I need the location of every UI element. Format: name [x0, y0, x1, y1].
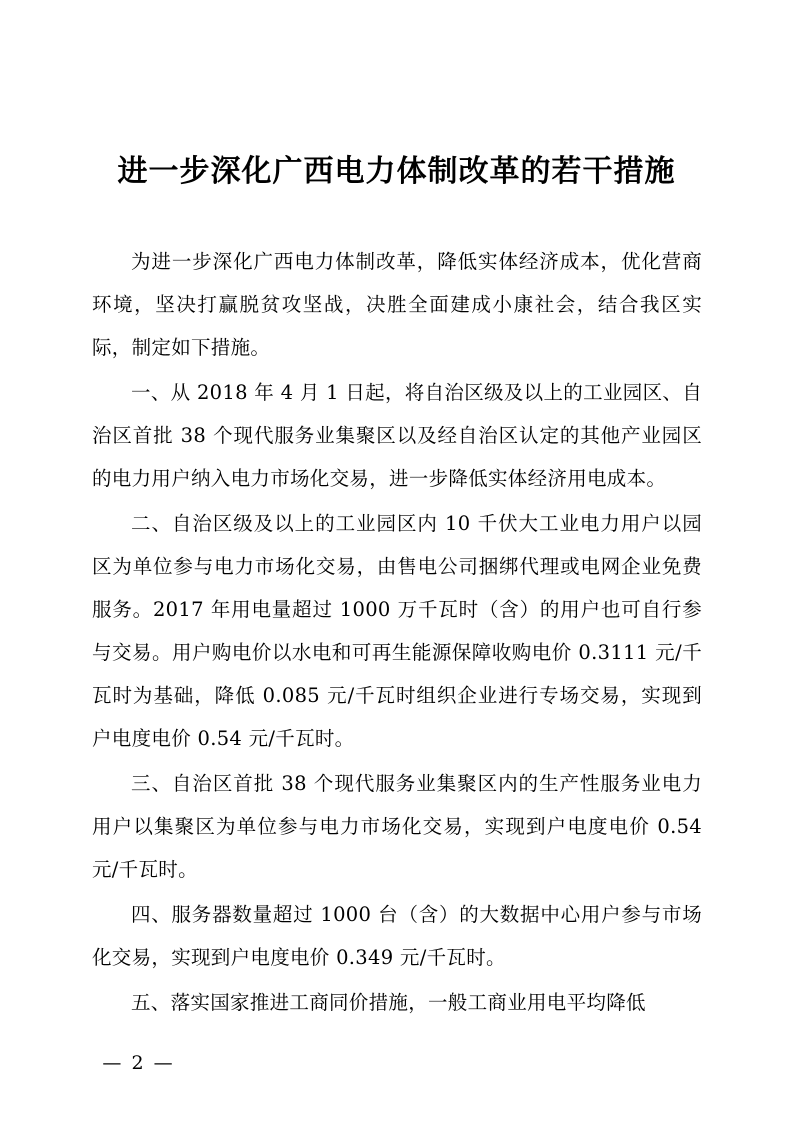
- page-number: [0, 1052, 793, 1074]
- paragraph: 四、服务器数量超过 1000 台（含）的大数据中心用户参与市场化交易，实现到户电度电价 0.349 元/千瓦时。: [92, 903, 702, 969]
- paragraph: 一、从 2018 年 4 月 1 日起，将自治区级及以上的工业园区、自治区首批 38 个现代服务业集聚区以及经自治区认定的其他产业园区的电力用户纳入电力市场化交易，进一步降低实体经济用电成本。: [92, 381, 702, 490]
- page-number-text: — 2 —: [102, 1052, 175, 1074]
- paragraph: 二、自治区级及以上的工业园区内 10 千伏大工业电力用户以园区为单位参与电力市场化交易，由售电公司捆绑代理或电网企业免费服务。2017 年用电量超过 1000 万千瓦时（含）的用户也可自行参与交易。用户购电价以水电和可再生能源保障收购电价 0.3111 元/千瓦时为基础，降低 0.085 元/千瓦时组织企业进行专场交易，实现到户电度电价 0.54 元/千瓦时。: [92, 512, 702, 750]
- paragraph: 五、落实国家推进工商同价措施，一般工商业用电平均降低: [131, 991, 646, 1014]
- page-title: 进一步深化广西电力体制改革的若干措施: [117, 154, 676, 189]
- paragraph: 为进一步深化广西电力体制改革，降低实体经济成本，优化营商环境，坚决打赢脱贫攻坚战，决胜全面建成小康社会，结合我区实际，制定如下措施。: [92, 250, 702, 359]
- paragraph: 三、自治区首批 38 个现代服务业集聚区内的生产性服务业电力用户以集聚区为单位参与电力市场化交易，实现到户电度电价 0.54 元/千瓦时。: [92, 772, 702, 881]
- document-body: [92, 240, 702, 1026]
